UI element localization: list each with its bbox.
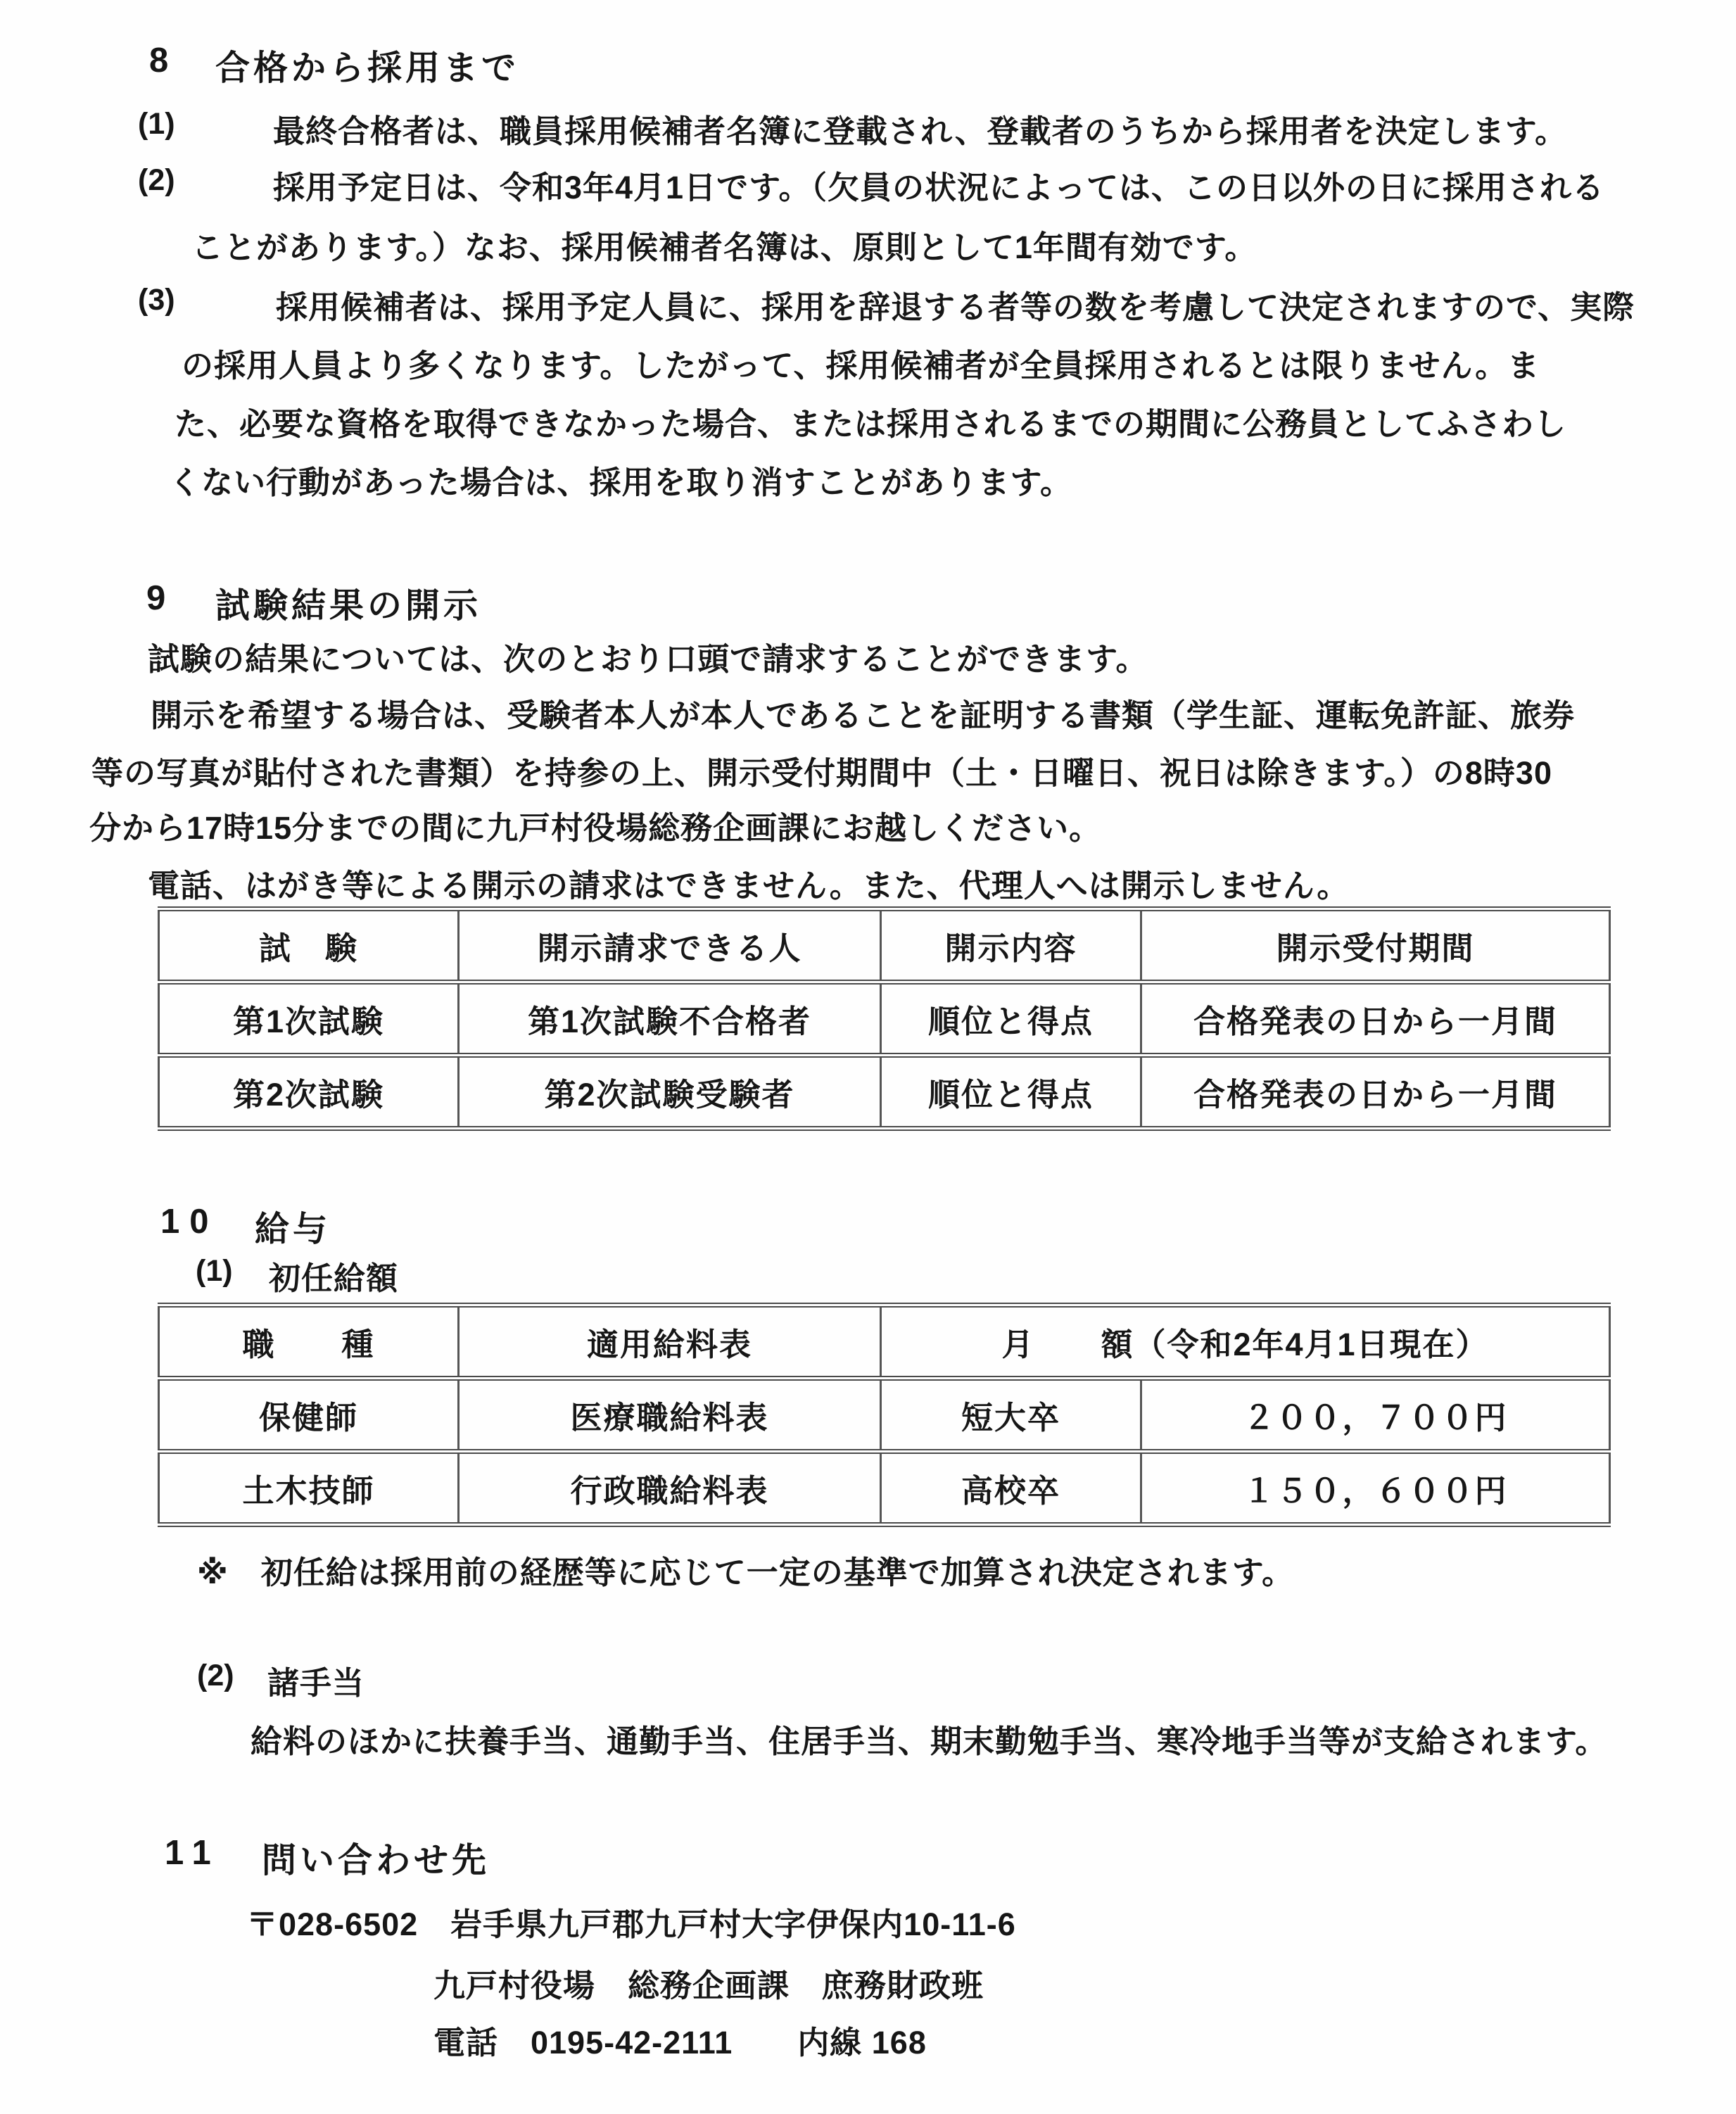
list-item-line: た、必要な資格を取得できなかった場合、または採用されるまでの期間に公務員としてふさわし: [175, 406, 1567, 442]
salary-amount-cell: １５０，６００円: [1141, 1452, 1610, 1525]
list-item-marker: (2): [138, 163, 175, 197]
disclosure-table: [158, 906, 1611, 1131]
cell: 第1次試験不合格者: [459, 982, 881, 1056]
subsection-title: 初任給額: [269, 1260, 399, 1296]
list-item-marker: (3): [138, 283, 175, 317]
table-row: [159, 1379, 1610, 1452]
salary-table: [158, 1303, 1611, 1527]
salary-amount-cell: ２００，７００円: [1141, 1379, 1610, 1452]
disclosure-table-header-row: [159, 909, 1610, 982]
paragraph-line: 試験の結果については、次のとおり口頭で請求することができます。: [148, 641, 1148, 677]
header-cell: 開示受付期間: [1141, 909, 1610, 982]
cell: 順位と得点: [881, 1056, 1141, 1129]
paragraph-line: 給料のほかに扶養手当、通勤手当、住居手当、期末勤勉手当、寒冷地手当等が支給されます。: [251, 1723, 1608, 1759]
section-10-title: 給与: [255, 1210, 331, 1248]
list-item-line: 採用予定日は、令和3年4月1日です。（欠員の状況によっては、この日以外の日に採用される: [273, 170, 1604, 205]
supplement-note: ※ 初任給は採用前の経歴等に応じて一定の基準で加算され決定されます。: [197, 1555, 1295, 1590]
paragraph-line: 開示を希望する場合は、受験者本人が本人であることを証明する書類（学生証、運転免許証、旅券: [151, 697, 1576, 733]
cell: 高校卒: [881, 1452, 1141, 1525]
table-row: [159, 982, 1610, 1056]
subsection-marker: (1): [196, 1254, 233, 1288]
section-9-number: 9: [146, 579, 176, 617]
list-item-line: 採用候補者は、採用予定人員に、採用を辞退する者等の数を考慮して決定されますので、実際: [276, 289, 1635, 325]
salary-table-header-row: [159, 1305, 1610, 1379]
list-item-line: ことがあります。）なお、採用候補者名簿は、原則として1年間有効です。: [191, 229, 1257, 265]
section-8-number: 8: [149, 42, 179, 80]
cell: 行政職給料表: [459, 1452, 881, 1525]
cell: 医療職給料表: [459, 1379, 881, 1452]
header-cell: 適用給料表: [459, 1305, 881, 1379]
header-cell: 開示内容: [881, 909, 1141, 982]
header-cell: 職 種: [159, 1305, 459, 1379]
header-cell: 試 験: [159, 909, 459, 982]
cell: 第2次試験受験者: [459, 1056, 881, 1129]
section-11-number: 11: [165, 1834, 221, 1872]
cell: 保健師: [159, 1379, 459, 1452]
paragraph-line: 電話、はがき等による開示の請求はできません。また、代理人へは開示しません。: [148, 868, 1350, 904]
table-row: [159, 1056, 1610, 1129]
cell: 合格発表の日から一月間: [1141, 982, 1610, 1056]
section-10-number: 10: [160, 1203, 219, 1241]
cell: 合格発表の日から一月間: [1141, 1056, 1610, 1129]
list-item-line: 最終合格者は、職員採用候補者名簿に登載され、登載者のうちから採用者を決定します。: [273, 113, 1568, 149]
paragraph-line: 等の写真が貼付された書類）を持参の上、開示受付期間中（土・日曜日、祝日は除きます。）の8時30: [91, 755, 1552, 791]
cell: 順位と得点: [881, 982, 1141, 1056]
header-cell: 開示請求できる人: [459, 909, 881, 982]
list-item-line: くない行動があった場合は、採用を取り消すことがあります。: [169, 464, 1072, 500]
contact-phone-line: 電話 0195-42-2111 内線 168: [433, 2025, 927, 2061]
contact-office-line: 九戸村役場 総務企画課 庶務財政班: [433, 1968, 984, 2004]
section-8-title: 合格から採用まで: [215, 49, 520, 87]
cell: 短大卒: [881, 1379, 1141, 1452]
subsection-marker: (2): [197, 1659, 234, 1692]
list-item-marker: (1): [138, 107, 175, 141]
contact-address-line: 〒028-6502 岩手県九戸郡九戸村大字伊保内10-11-6: [246, 1906, 1016, 1942]
table-row: [159, 1452, 1610, 1525]
cell: 土木技師: [159, 1452, 459, 1525]
list-item-line: の採用人員より多くなります。したがって、採用候補者が全員採用されるとは限りません。ま: [182, 348, 1540, 384]
section-11-title: 問い合わせ先: [262, 1842, 490, 1880]
paragraph-line: 分から17時15分までの間に九戸村役場総務企画課にお越しください。: [89, 810, 1102, 846]
subsection-title: 諸手当: [267, 1665, 365, 1701]
section-9-title: 試験結果の開示: [215, 587, 482, 625]
header-cell: 月 額（令和2年4月1日現在）: [881, 1305, 1610, 1379]
cell: 第2次試験: [159, 1056, 459, 1129]
cell: 第1次試験: [159, 982, 459, 1056]
